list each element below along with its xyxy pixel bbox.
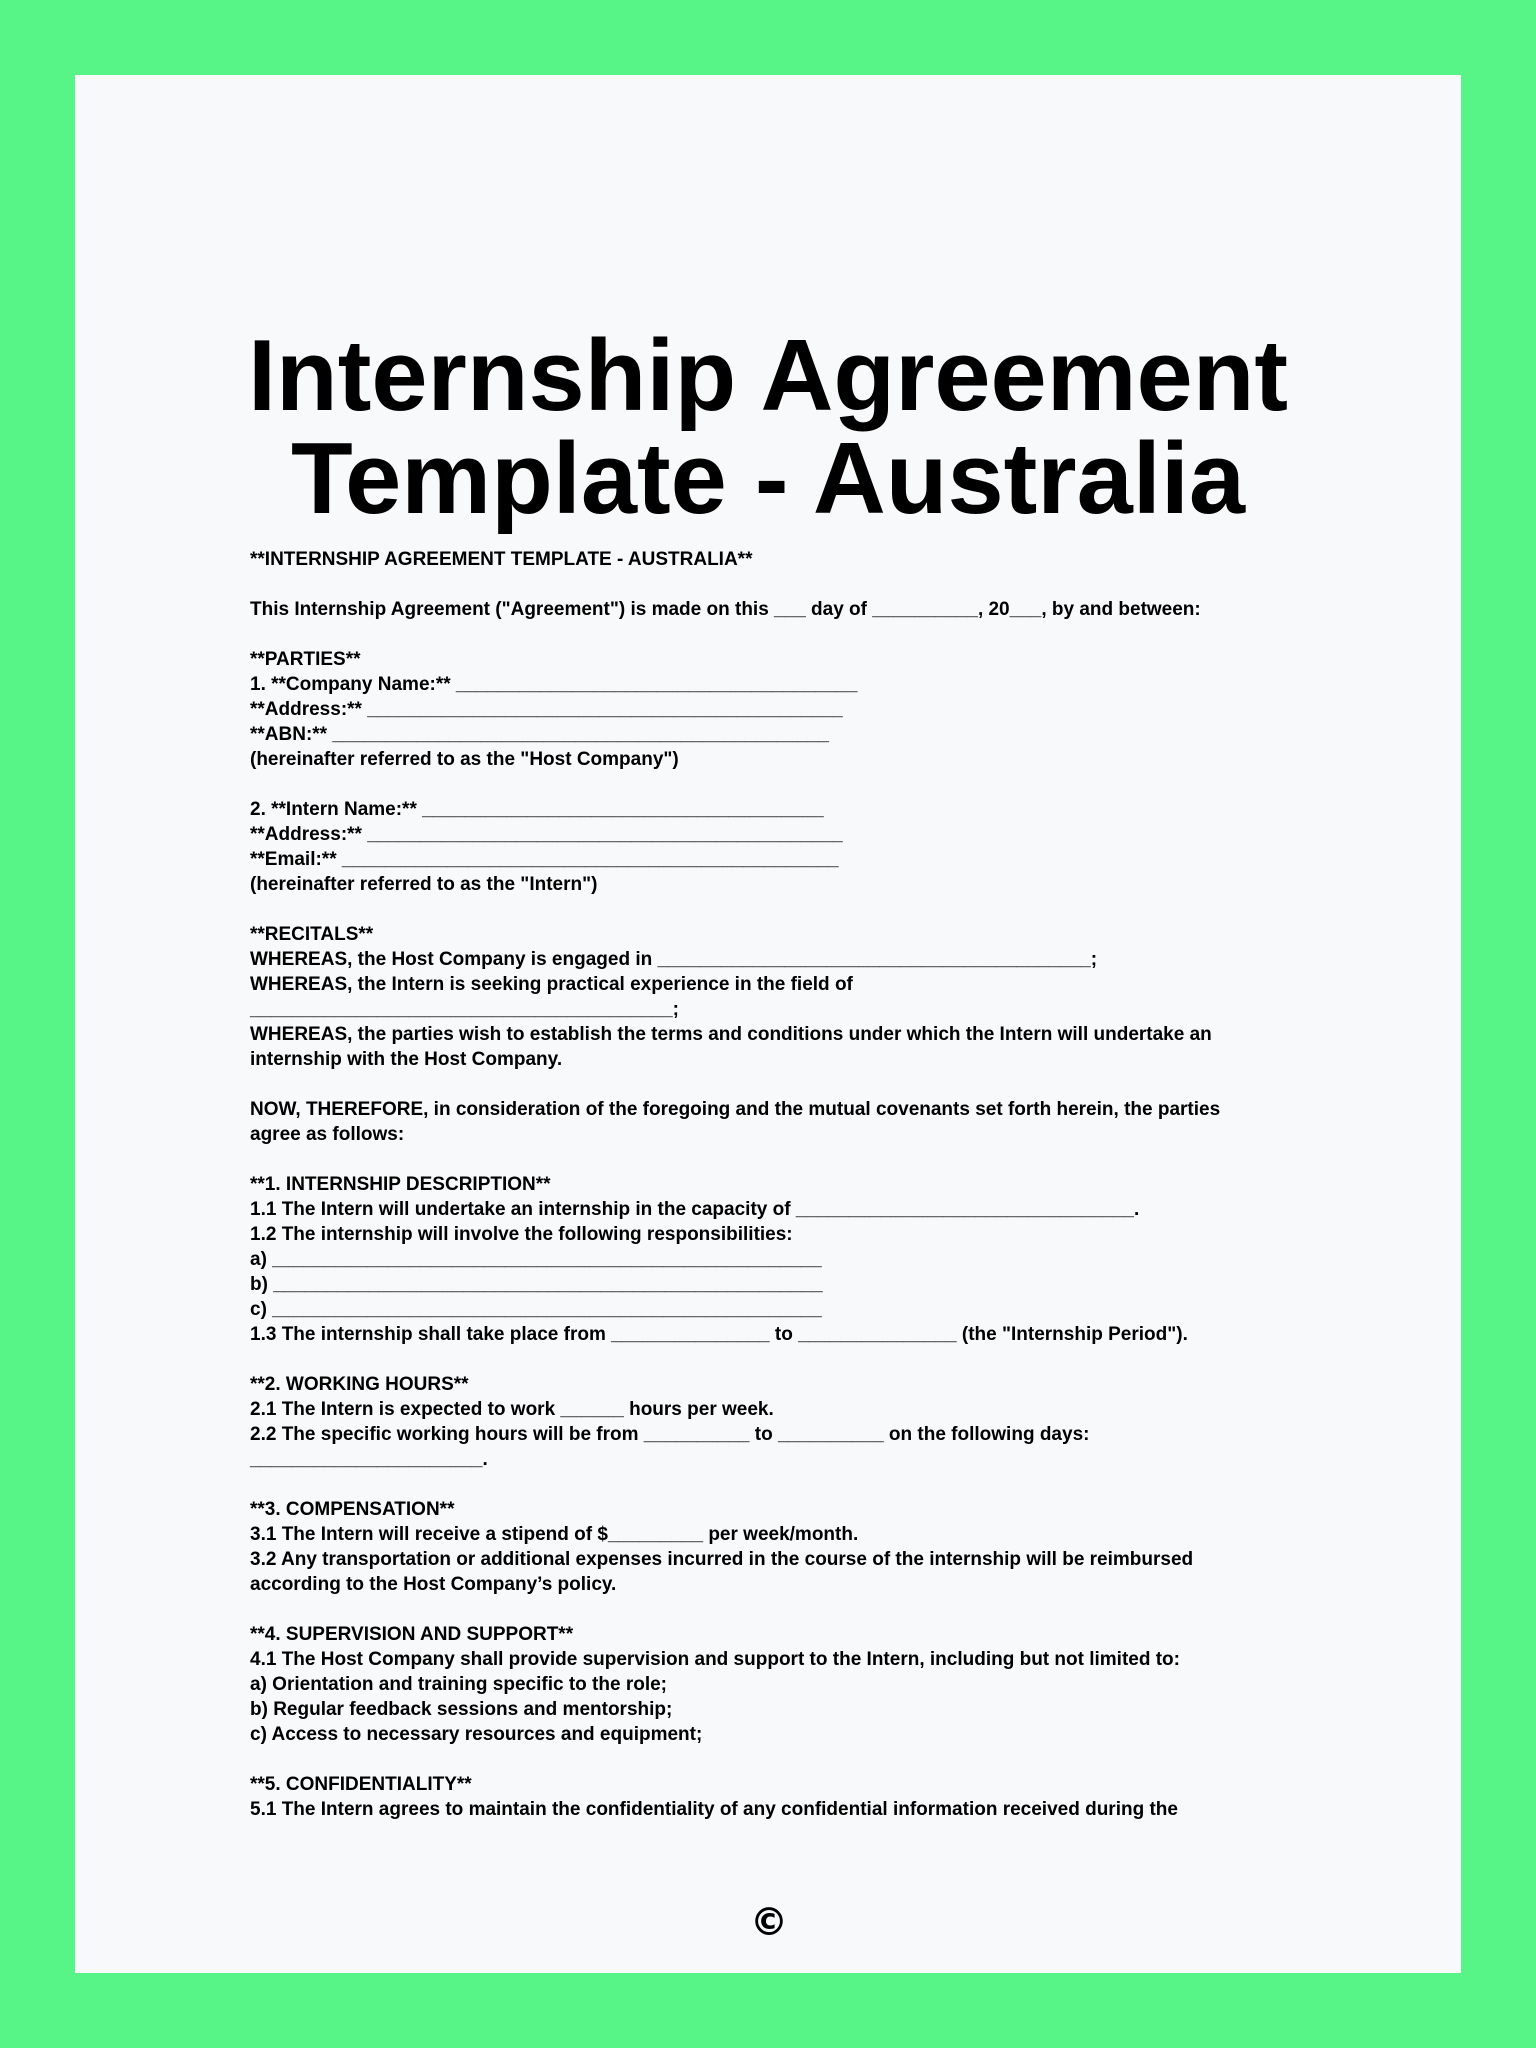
document-line: 2. **Intern Name:** ______________________________________	[250, 799, 824, 820]
document-line: 2.2 The specific working hours will be from __________ to __________ on the following days:	[250, 1424, 1090, 1445]
document-line: 1.3 The internship shall take place from _______________ to _______________ (the "Internship Period").	[250, 1324, 1188, 1345]
blank-line	[250, 1347, 1370, 1372]
document-line: b) ____________________________________________________	[250, 1274, 823, 1295]
document-line: **4. SUPERVISION AND SUPPORT**	[250, 1624, 574, 1645]
blank-line	[250, 1147, 1370, 1172]
document-title	[75, 320, 1461, 535]
document-line: WHEREAS, the Intern is seeking practical experience in the field of	[250, 974, 853, 995]
document-line: **2. WORKING HOURS**	[250, 1374, 469, 1395]
blank-line	[250, 1747, 1370, 1772]
document-line: a) ____________________________________________________	[250, 1249, 822, 1270]
document-line: **INTERNSHIP AGREEMENT TEMPLATE - AUSTRALIA**	[250, 549, 753, 570]
document-line: **Email:** _______________________________________________	[250, 849, 839, 870]
document-line: 2.1 The Intern is expected to work ______ hours per week.	[250, 1399, 774, 1420]
document-line: **Address:** _____________________________________________	[250, 824, 843, 845]
document-line: 1. **Company Name:** ______________________________________	[250, 674, 858, 695]
document-line: WHEREAS, the parties wish to establish the terms and conditions under which the Intern will undertake an	[250, 1024, 1212, 1045]
document-line: This Internship Agreement ("Agreement") is made on this ___ day of __________, 20___, by and between:	[250, 599, 1201, 620]
blank-line	[250, 622, 1370, 647]
document-line: **5. CONFIDENTIALITY**	[250, 1774, 472, 1795]
document-line: agree as follows:	[250, 1124, 405, 1145]
document-line: (hereinafter referred to as the "Intern")	[250, 874, 598, 895]
document-line: 4.1 The Host Company shall provide supervision and support to the Intern, including but not limited to:	[250, 1649, 1180, 1670]
document-line: c) Access to necessary resources and equipment;	[250, 1724, 703, 1745]
document-line: ________________________________________;	[250, 999, 680, 1020]
document-line: WHEREAS, the Host Company is engaged in _________________________________________;	[250, 949, 1098, 970]
document-line: internship with the Host Company.	[250, 1049, 563, 1070]
copyright-icon: ©	[750, 1900, 788, 1944]
title-line-1: Internship Agreement	[247, 320, 1289, 432]
document-line: b) Regular feedback sessions and mentorship;	[250, 1699, 673, 1720]
document-line: **ABN:** _______________________________________________	[250, 724, 829, 745]
document-line: a) Orientation and training specific to the role;	[250, 1674, 667, 1695]
document-line: ______________________.	[250, 1449, 488, 1470]
document-line: (hereinafter referred to as the "Host Company")	[250, 749, 679, 770]
title-line-2: Template - Australia	[290, 423, 1246, 535]
blank-line	[250, 772, 1370, 797]
document-line: **PARTIES**	[250, 649, 361, 670]
blank-line	[250, 572, 1370, 597]
blank-line	[250, 1072, 1370, 1097]
document-line: according to the Host Company’s policy.	[250, 1574, 617, 1595]
document-line: 5.1 The Intern agrees to maintain the confidentiality of any confidential information received during the	[250, 1799, 1178, 1820]
blank-line	[250, 897, 1370, 922]
document-page	[75, 75, 1461, 1973]
blank-line	[250, 1597, 1370, 1622]
document-line: 3.1 The Intern will receive a stipend of $_________ per week/month.	[250, 1524, 859, 1545]
blank-line	[250, 1472, 1370, 1497]
document-body	[250, 547, 1370, 1822]
document-line: **1. INTERNSHIP DESCRIPTION**	[250, 1174, 551, 1195]
document-line: 1.1 The Intern will undertake an internship in the capacity of ________________________________.	[250, 1199, 1140, 1220]
document-line: **3. COMPENSATION**	[250, 1499, 455, 1520]
document-line: c) ____________________________________________________	[250, 1299, 822, 1320]
document-line: NOW, THEREFORE, in consideration of the foregoing and the mutual covenants set forth herein, the parties	[250, 1099, 1221, 1120]
document-line: **RECITALS**	[250, 924, 374, 945]
document-line: 1.2 The internship will involve the following responsibilities:	[250, 1224, 793, 1245]
document-line: 3.2 Any transportation or additional expenses incurred in the course of the internship will be reimbursed	[250, 1549, 1194, 1570]
document-line: **Address:** _____________________________________________	[250, 699, 843, 720]
